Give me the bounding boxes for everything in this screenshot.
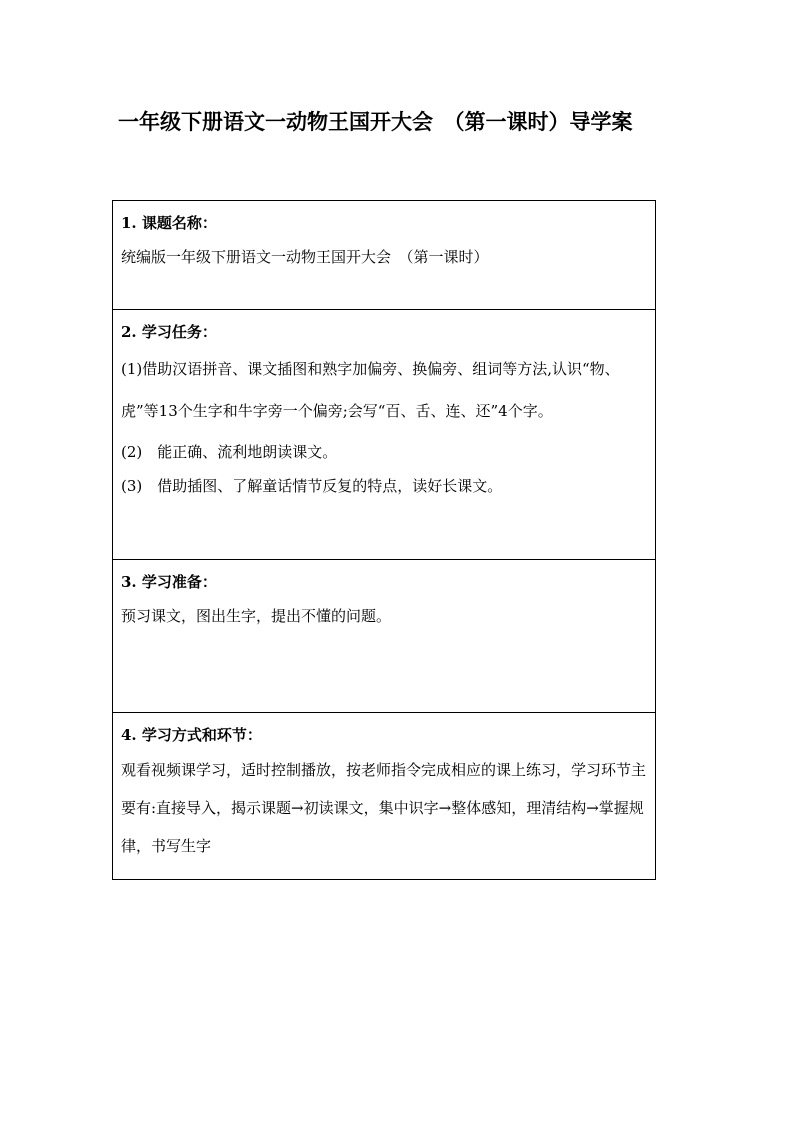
section-text: 观看视频课学习，适时控制播放，按老师指令完成相应的课上练习，学习环节主要有:直接导入，揭示课题→初读课文，集中识字→整体感知，理清结构→掌握规律，书写生字 bbox=[121, 761, 647, 855]
lesson-table bbox=[112, 200, 656, 880]
page-title: 一年级下册语文一动物王国开大会 （第一课时）导学案 bbox=[118, 109, 633, 134]
section-heading: 4. 学习方式和环节： bbox=[121, 726, 262, 744]
task-item-2: (2) 能正确、流利地朗读课文。 bbox=[121, 443, 338, 461]
section-tasks bbox=[113, 309, 655, 559]
task-item-1: (1)借助汉语拼音、课文插图和熟字加偏旁、换偏旁、组词等方法,认识“物、虎”等13个生字和牛字旁一个偏旁;会写“百、舌、连、还”4个字。 bbox=[121, 360, 620, 420]
section-preparation bbox=[113, 559, 655, 712]
section-text: 统编版一年级下册语文一动物王国开大会 （第一课时） bbox=[121, 248, 489, 266]
section-heading: 3. 学习准备： bbox=[121, 573, 217, 591]
section-topic bbox=[113, 201, 655, 309]
section-method bbox=[113, 712, 655, 879]
task-item-3: (3) 借助插图、了解童话情节反复的特点，读好长课文。 bbox=[121, 477, 503, 495]
section-heading: 2. 学习任务： bbox=[121, 323, 217, 341]
section-heading: 1. 课题名称： bbox=[121, 214, 217, 232]
section-text: 预习课文，图出生字，提出不懂的问题。 bbox=[121, 607, 392, 625]
